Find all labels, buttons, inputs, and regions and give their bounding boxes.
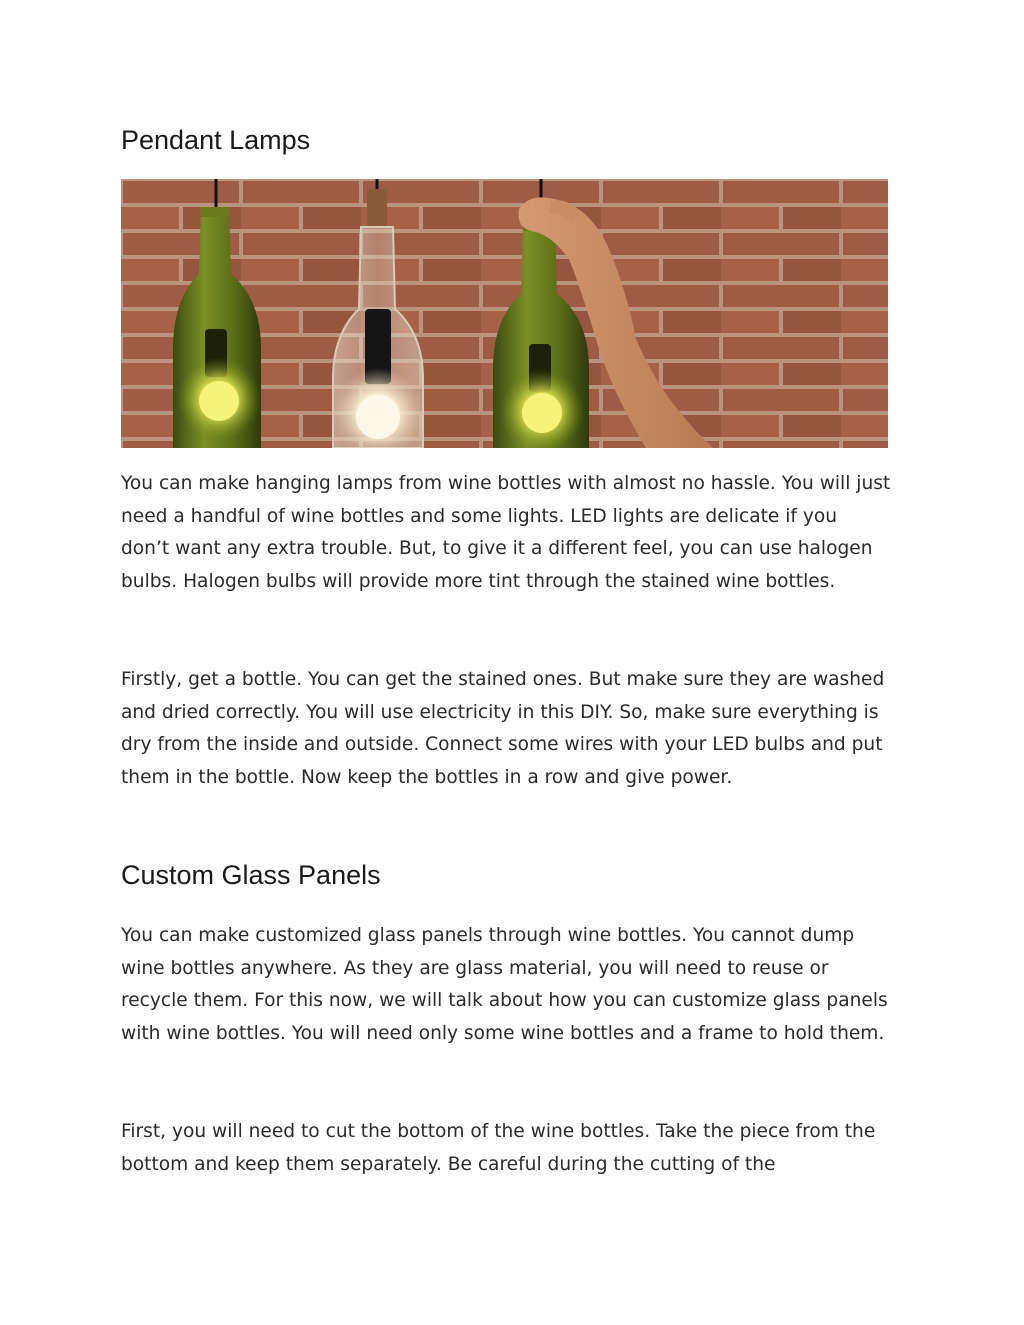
section-heading-custom-glass-panels: Custom Glass Panels (121, 860, 381, 890)
wine-bottle-pendant-lamps-photo (121, 179, 888, 448)
paragraph-glass-panels-steps: First, you will need to cut the bottom of the wine bottles. Take the piece from the bottom and keep them separately. Be careful during the cutting of the (121, 1121, 876, 1175)
paragraph-pendant-intro: You can make hanging lamps from wine bottles with almost no hassle. You will just need a handful of wine bottles and some lights. LED lights are delicate if you don’t want any extra trouble. But, to give it a different feel, you can use halogen bulbs. Halogen bulbs will provide more tint through the stained wine bottles. (121, 473, 891, 593)
section-heading-pendant-lamps: Pendant Lamps (121, 125, 311, 155)
paragraph-glass-panels-intro: You can make customized glass panels through wine bottles. You cannot dump wine bottles anywhere. As they are glass material, you will need to reuse or recycle them. For this now, we will talk about how you can customize glass panels with wine bottles. You will need only some wine bottles and a frame to hold them. (121, 925, 888, 1045)
paragraph-pendant-steps: Firstly, get a bottle. You can get the stained ones. But make sure they are washed and dried correctly. You will use electricity in this DIY. So, make sure everything is dry from the inside and outside. Connect some wires with your LED bulbs and put them in the bottle. Now keep the bottles in a row and give power. (121, 669, 885, 789)
